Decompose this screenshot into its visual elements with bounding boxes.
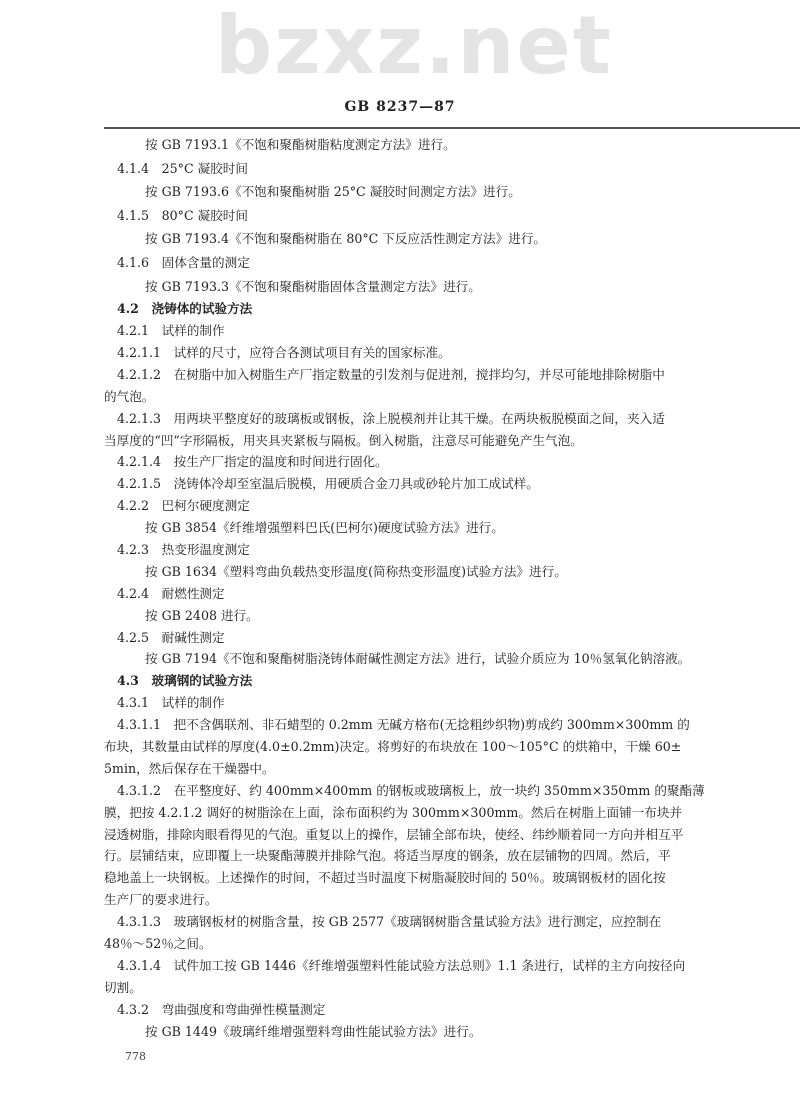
text-line: 浸透树脂，排除肉眼看得见的气泡。重复以上的操作，层铺全部布块，使经、纬纱顺着同一方向并相互平 [104,826,684,842]
text-line: 按 GB 2408 进行。 [145,607,259,623]
text-line: 按 GB 7193.6《不饱和聚酯树脂 25°C 凝胶时间测定方法》进行。 [145,184,521,200]
text-line: 按 GB 7193.4《不饱和聚酯树脂在 80°C 下反应活性测定方法》进行。 [145,231,547,247]
text-line: 切割。 [104,979,142,995]
clause-heading: 4.1.5 80°C 凝胶时间 [117,207,248,223]
text-line: 按 GB 7193.1《不饱和聚酯树脂粘度测定方法》进行。 [145,137,456,152]
clause-paragraph: 4.3.1.4 试件加工按 GB 1446《纤维增强塑料性能试验方法总则》1.1 条进行，试样的主方向按径向 [117,957,686,973]
text-line: 布块，其数量由试样的厚度(4.0±0.2mm)决定。将剪好的布块放在 100～105°C 的烘箱中，干燥 60± [104,738,682,754]
clause-heading: 4.1.6 固体含量的测定 [117,254,250,270]
header-rule [104,127,800,129]
clause-heading: 4.2.3 热变形温度测定 [117,541,250,557]
text-line: 5min，然后保存在干燥器中。 [104,760,275,776]
text-line: 按 GB 7194《不饱和聚酯树脂浇铸体耐碱性测定方法》进行，试验介质应为 10％氢氧化钠溶液。 [145,651,691,667]
clause-paragraph: 4.3.1.2 在平整度好、约 400mm×400mm 的钢板或玻璃板上，放一块约 350mm×350mm 的聚酯薄 [117,782,705,798]
text-line: 生产厂的要求进行。 [104,892,218,908]
clause-paragraph: 4.2.1.2 在树脂中加入树脂生产厂指定数量的引发剂与促进剂，搅拌均匀，并尽可能地排除树脂中 [117,366,665,382]
clause-heading: 4.3.2 弯曲强度和弯曲弹性模量测定 [117,1001,326,1017]
document-body [0,133,800,1042]
clause-heading: 4.3.1 试样的制作 [117,695,225,711]
page-header-standard-number: GB 8237—87 [344,99,456,115]
text-line: 按 GB 1449《玻璃纤维增强塑料弯曲性能试验方法》进行。 [145,1023,482,1039]
clause-paragraph: 4.2.1.3 用两块平整度好的玻璃板或钢板，涂上脱模剂并让其干燥。在两块板脱模面之间，夹入适 [117,410,665,426]
clause-heading: 4.2.5 耐碱性测定 [117,629,225,645]
text-line: 行。层铺结束，应即覆上一块聚酯薄膜并排除气泡。将适当厚度的钢条，放在层铺物的四周。然后，平 [104,848,671,864]
section-heading: 4.3 玻璃钢的试验方法 [117,673,253,689]
clause-heading: 4.2.4 耐燃性测定 [117,585,225,601]
text-line: 按 GB 7193.3《不饱和聚酯树脂固体含量测定方法》进行。 [145,278,481,294]
page-number: 778 [125,1050,146,1063]
text-line: 按 GB 1634《塑料弯曲负载热变形温度(简称热变形温度)试验方法》进行。 [145,563,567,579]
clause-paragraph: 4.2.1.4 按生产厂指定的温度和时间进行固化。 [117,454,388,470]
text-line: 按 GB 3854《纤维增强塑料巴氏(巴柯尔)硬度试验方法》进行。 [145,520,504,536]
clause-paragraph: 4.2.1.5 浇铸体冷却至室温后脱模，用硬质合金刀具或砂轮片加工成试样。 [117,476,539,492]
section-heading: 4.2 浇铸体的试验方法 [117,301,253,317]
text-line: 膜，把按 4.2.1.2 调好的树脂涂在上面，涂布面积约为 300mm×300mm。然后在树脂上面铺一布块并 [104,804,683,820]
text-line: 当厚度的“凹”字形隔板，用夹具夹紧板与隔板。倒入树脂，注意尽可能避免产生气泡。 [104,432,583,448]
text-line: 的气泡。 [104,388,155,404]
clause-paragraph: 4.3.1.1 把不含偶联剂、非石蜡型的 0.2mm 无碱方格布(无捻粗纱织物)剪成约 300mm×300mm 的 [117,717,690,733]
clause-heading: 4.2.1 试样的制作 [117,323,225,339]
clause-paragraph: 4.2.1.1 试样的尺寸，应符合各测试项目有关的国家标准。 [117,344,451,360]
text-line: 稳地盖上一块钢板。上述操作的时间，不超过当时温度下树脂凝胶时间的 50％。玻璃钢板材的固化按 [104,870,666,886]
text-line: 48％～52％之间。 [104,935,212,951]
clause-paragraph: 4.3.1.3 玻璃钢板材的树脂含量，按 GB 2577《玻璃钢树脂含量试验方法》进行测定，应控制在 [117,914,662,930]
watermark: bzxz.net [215,0,613,92]
clause-heading: 4.2.2 巴柯尔硬度测定 [117,498,250,514]
clause-heading: 4.1.4 25°C 凝胶时间 [117,160,248,176]
